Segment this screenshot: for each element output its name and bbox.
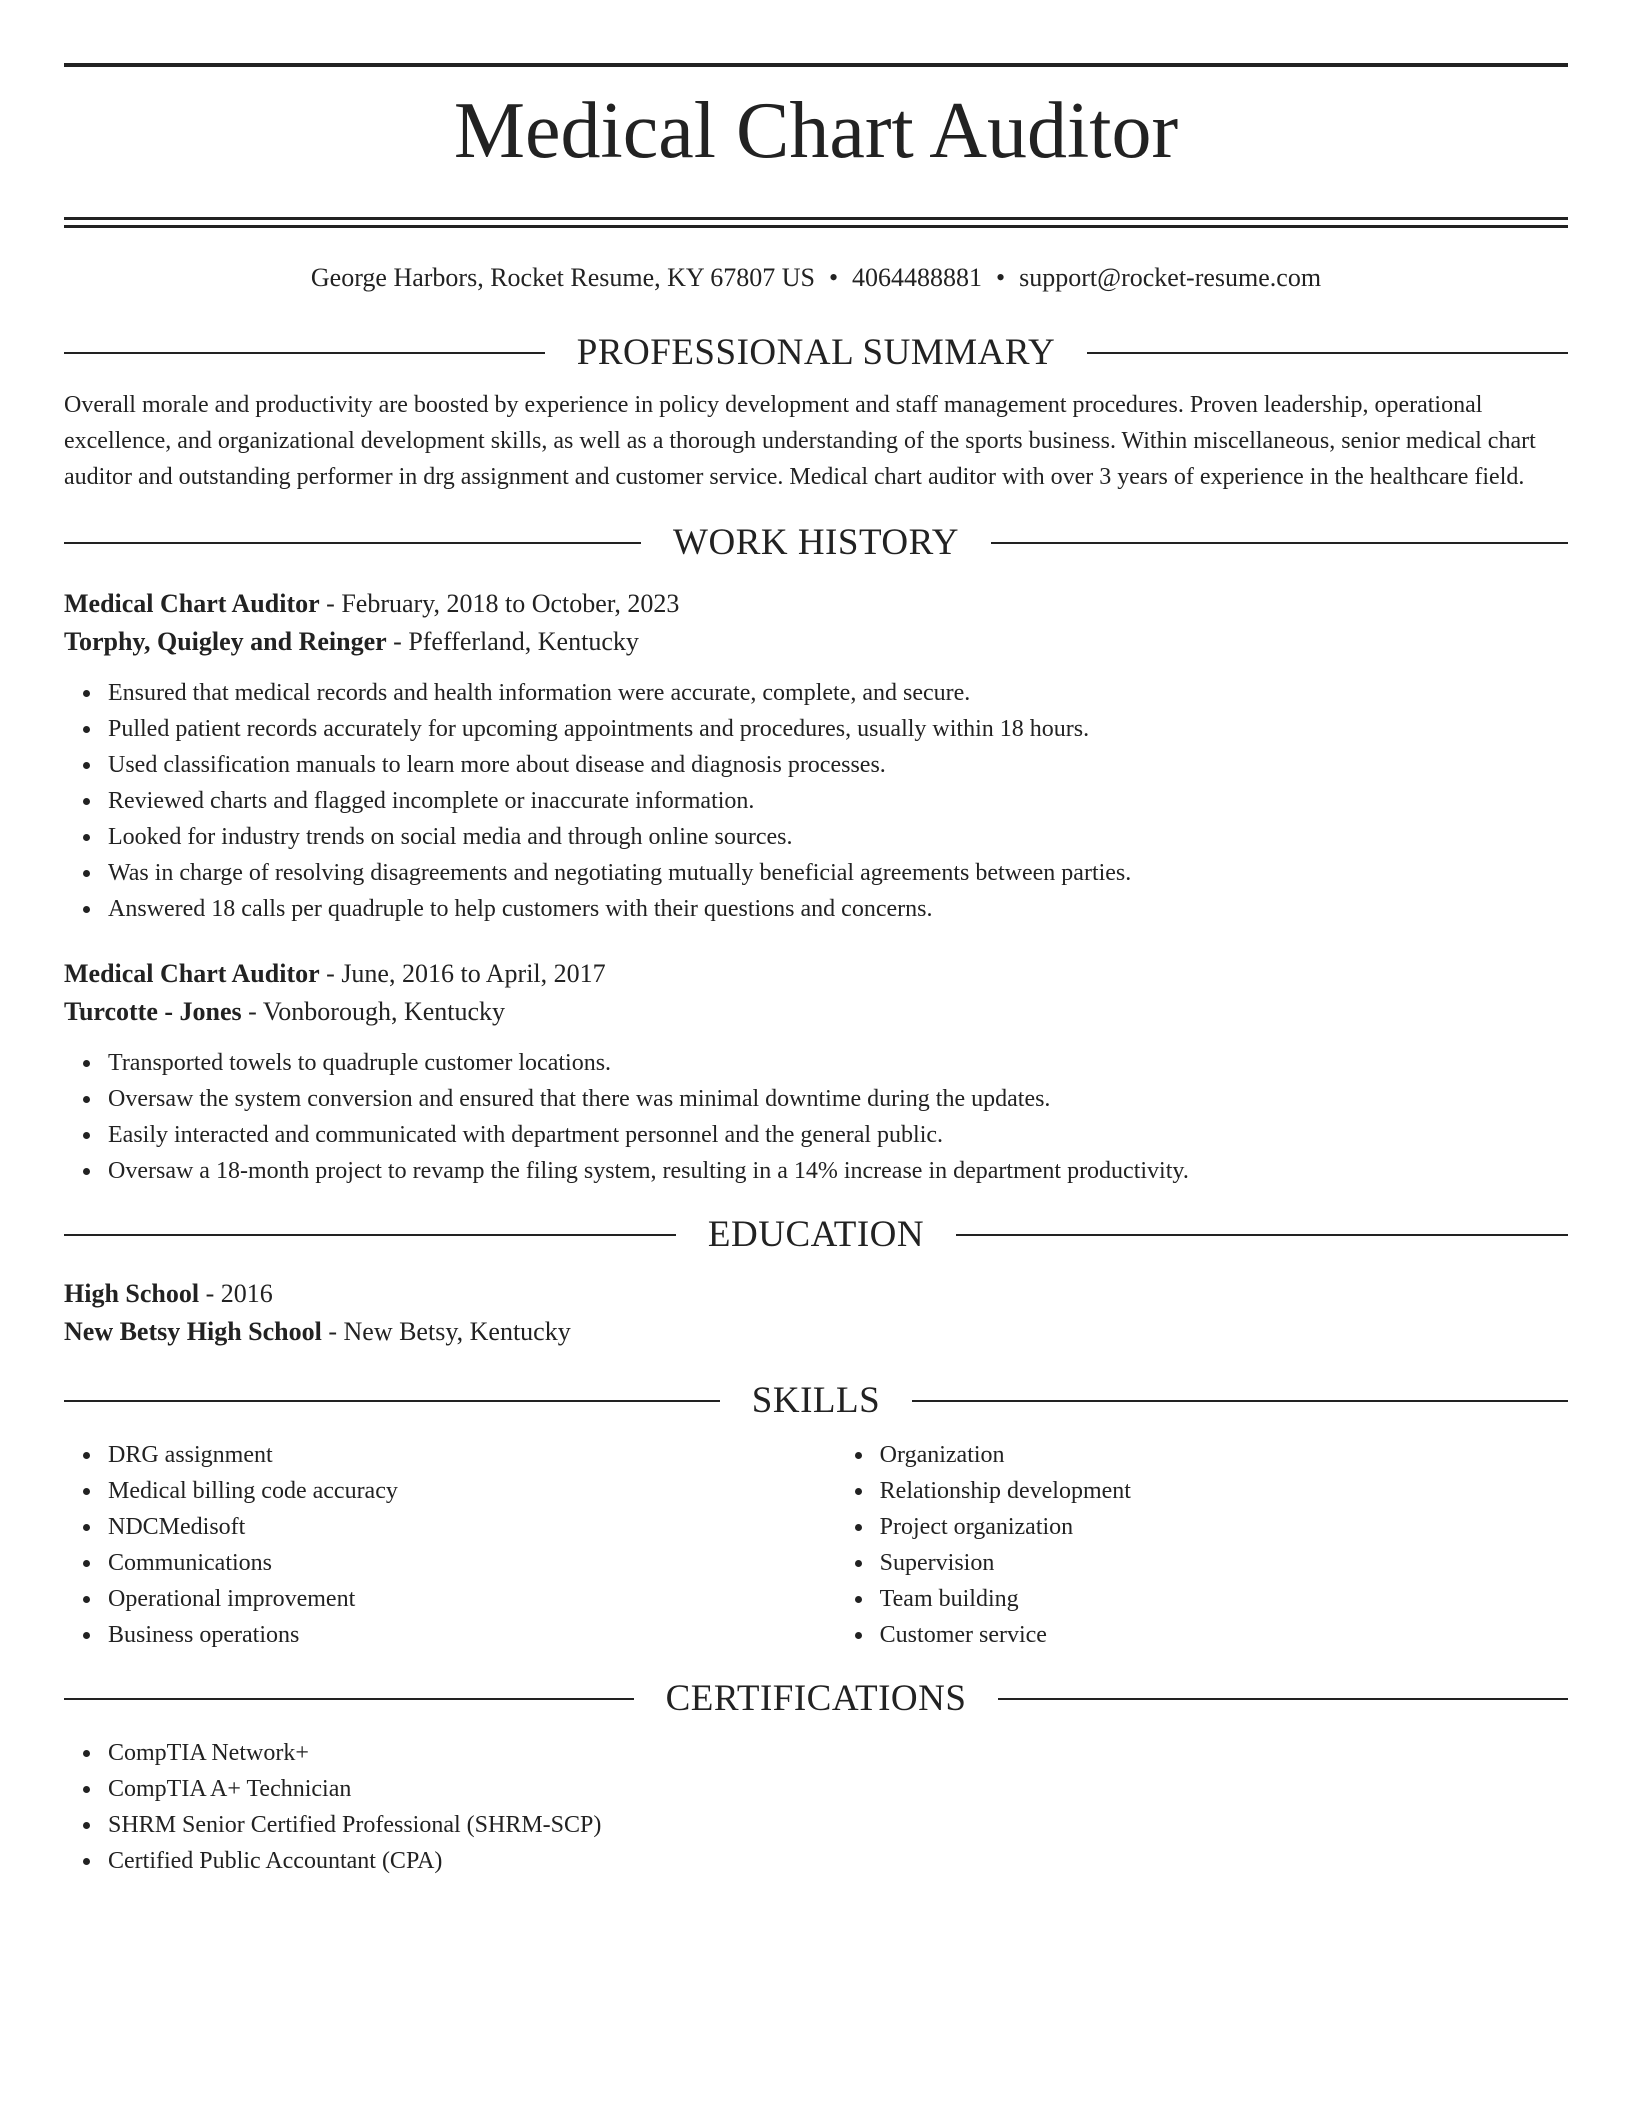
- list-item: Ensured that medical records and health information were accurate, complete, and secure.: [108, 675, 1568, 711]
- list-item: Answered 18 calls per quadruple to help customers with their questions and concerns.: [108, 891, 1568, 927]
- contact-separator: •: [996, 263, 1006, 292]
- section-heading-work: [64, 519, 1568, 567]
- contact-phone: 4064488881: [852, 263, 983, 292]
- section-title: SKILLS: [751, 1380, 881, 1421]
- heading-rule: [998, 1698, 1568, 1700]
- heading-rule: [1087, 352, 1568, 354]
- education-degree-line: [64, 1275, 1568, 1313]
- job-employer: Turcotte - Jones: [64, 997, 242, 1026]
- job-location: - Vonborough, Kentucky: [241, 997, 506, 1026]
- list-item: NDCMedisoft: [108, 1509, 836, 1545]
- list-item: Medical billing code accuracy: [108, 1473, 836, 1509]
- section-heading-summary: [64, 329, 1568, 377]
- list-item: Customer service: [880, 1617, 1568, 1653]
- job-entry: [64, 585, 1568, 927]
- job-location: - Pfefferland, Kentucky: [386, 627, 639, 656]
- job-title-line: [64, 955, 1568, 993]
- summary-text: Overall morale and productivity are boosted by experience in policy development and staff management procedures. Proven leadership, operational excellence, and organizational development skills, as well as a thorough understanding of the sports business. Within miscellaneous, senior medical chart auditor and outstanding performer in drg assignment and customer service. Medical chart auditor with over 3 years of experience in the healthcare field.: [64, 392, 1536, 490]
- contact-email: support@rocket-resume.com: [1019, 263, 1322, 292]
- job-employer: Torphy, Quigley and Reinger: [64, 627, 387, 656]
- skills-left-column: [64, 1437, 836, 1653]
- education-school-line: [64, 1313, 1568, 1351]
- list-item: Was in charge of resolving disagreements and negotiating mutually beneficial agreements between parties.: [108, 855, 1568, 891]
- list-item: SHRM Senior Certified Professional (SHRM-SCP): [108, 1807, 1568, 1843]
- list-item: Supervision: [880, 1545, 1568, 1581]
- list-item: Relationship development: [880, 1473, 1568, 1509]
- list-item: Reviewed charts and flagged incomplete or inaccurate information.: [108, 783, 1568, 819]
- job-title-line: [64, 585, 1568, 623]
- list-item: Team building: [880, 1581, 1568, 1617]
- education-degree: High School: [64, 1279, 200, 1308]
- certifications-list: [64, 1735, 1568, 1879]
- job-dates: - February, 2018 to October, 2023: [319, 589, 680, 618]
- list-item: Certified Public Accountant (CPA): [108, 1843, 1568, 1879]
- contact-separator: •: [828, 263, 839, 292]
- education-year: - 2016: [199, 1279, 273, 1308]
- heading-rule: [64, 1400, 720, 1402]
- list-item: Easily interacted and communicated with department personnel and the general public.: [108, 1117, 1568, 1153]
- list-item: Looked for industry trends on social media and through online sources.: [108, 819, 1568, 855]
- resume-title: Medical Chart Auditor: [453, 87, 1179, 175]
- list-item: Transported towels to quadruple customer locations.: [108, 1045, 1568, 1081]
- section-title: EDUCATION: [707, 1214, 925, 1255]
- job-employer-line: [64, 993, 1568, 1031]
- job-employer-line: [64, 623, 1568, 661]
- heading-rule: [991, 542, 1568, 544]
- contact-line: [64, 263, 1568, 293]
- section-title: WORK HISTORY: [673, 522, 959, 563]
- job-dates: - June, 2016 to April, 2017: [319, 959, 606, 988]
- section-title: CERTIFICATIONS: [665, 1678, 967, 1719]
- list-item: Used classification manuals to learn more about disease and diagnosis processes.: [108, 747, 1568, 783]
- list-item: Oversaw a 18-month project to revamp the filing system, resulting in a 14% increase in department productivity.: [108, 1153, 1568, 1189]
- section-heading-skills: [64, 1377, 1568, 1425]
- list-item: Pulled patient records accurately for upcoming appointments and procedures, usually within 18 hours.: [108, 711, 1568, 747]
- list-item: Business operations: [108, 1617, 836, 1653]
- skills-grid: [64, 1437, 1568, 1653]
- title-block: [64, 87, 1568, 191]
- job-title: Medical Chart Auditor: [64, 589, 320, 618]
- job-bullets: [64, 675, 1568, 927]
- section-heading-certifications: [64, 1675, 1568, 1723]
- list-item: Project organization: [880, 1509, 1568, 1545]
- heading-rule: [912, 1400, 1568, 1402]
- job-title: Medical Chart Auditor: [64, 959, 320, 988]
- education-entry: [64, 1275, 1568, 1351]
- list-item: Communications: [108, 1545, 836, 1581]
- education-school: New Betsy High School: [64, 1317, 322, 1346]
- list-item: Operational improvement: [108, 1581, 836, 1617]
- title-double-rule: [64, 217, 1568, 228]
- list-item: CompTIA Network+: [108, 1735, 1568, 1771]
- heading-rule: [64, 1234, 676, 1236]
- education-location: - New Betsy, Kentucky: [321, 1317, 571, 1346]
- heading-rule: [64, 542, 641, 544]
- heading-rule: [956, 1234, 1568, 1236]
- job-bullets: [64, 1045, 1568, 1189]
- list-item: CompTIA A+ Technician: [108, 1771, 1568, 1807]
- contact-address: George Harbors, Rocket Resume, KY 67807 US: [310, 263, 815, 292]
- top-rule: [64, 63, 1568, 67]
- heading-rule: [64, 1698, 634, 1700]
- list-item: Organization: [880, 1437, 1568, 1473]
- section-title: PROFESSIONAL SUMMARY: [576, 332, 1056, 373]
- heading-rule: [64, 352, 545, 354]
- list-item: DRG assignment: [108, 1437, 836, 1473]
- section-heading-education: [64, 1211, 1568, 1259]
- skills-right-column: [836, 1437, 1568, 1653]
- job-entry: [64, 955, 1568, 1189]
- list-item: Oversaw the system conversion and ensured that there was minimal downtime during the updates.: [108, 1081, 1568, 1117]
